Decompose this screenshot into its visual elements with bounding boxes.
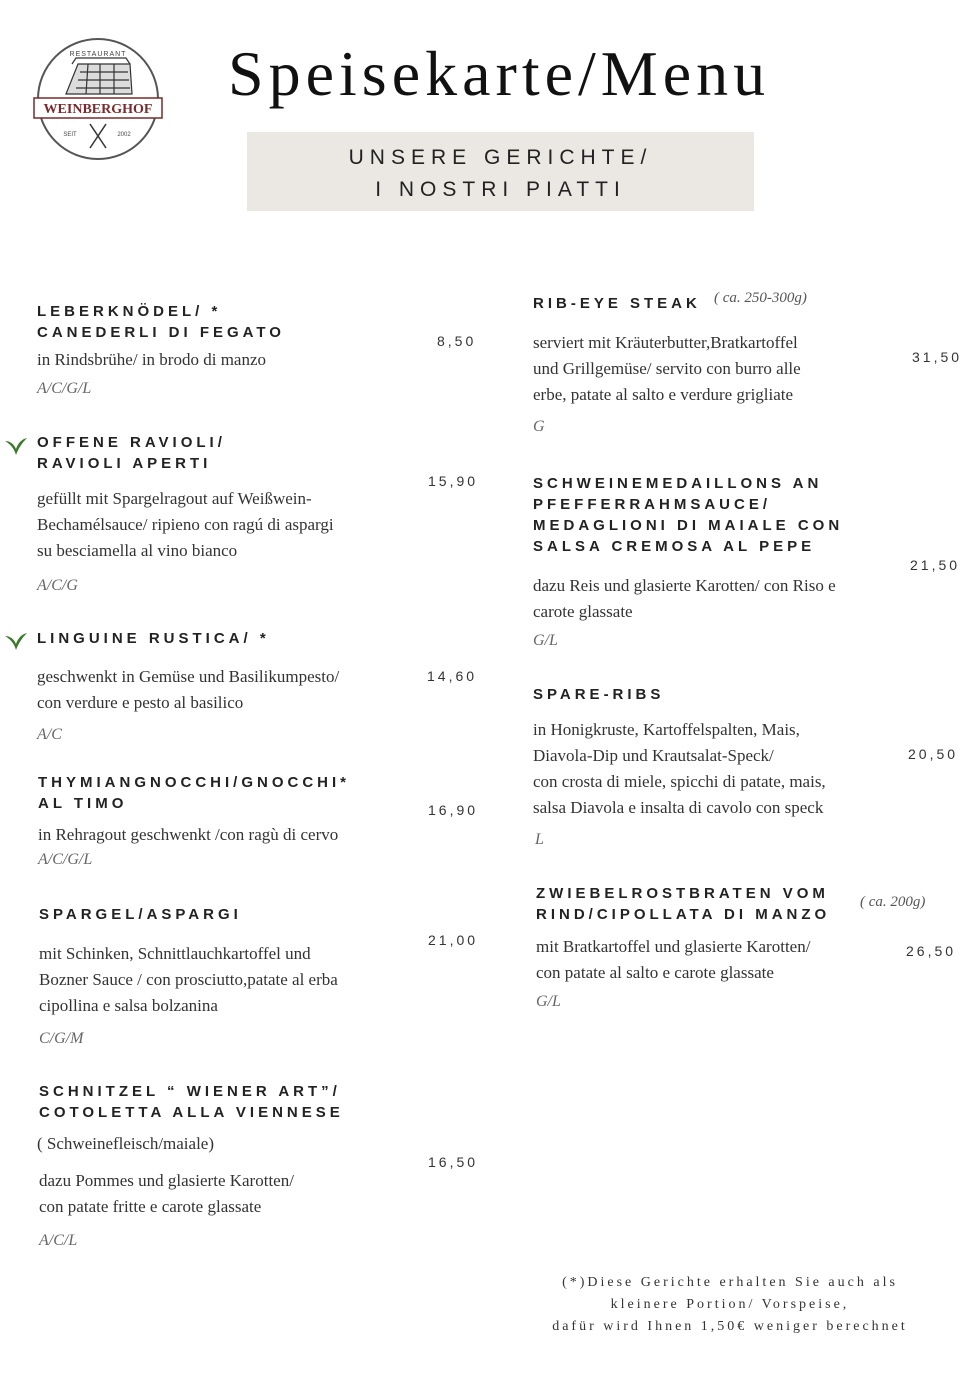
dish-allergens: A/C	[37, 726, 62, 743]
dish-description	[37, 347, 266, 373]
dish-description-line: con verdure e pesto al basilico	[37, 693, 244, 712]
dish-description	[533, 717, 826, 821]
dish-description-line: serviert mit Kräuterbutter,Bratkartoffel	[533, 333, 798, 352]
dish-description-line: con patate fritte e carote glassate	[39, 1197, 262, 1216]
dish-description-line: mit Bratkartoffel und glasierte Karotten/	[536, 937, 811, 956]
dish-title-line: SCHNITZEL “ WIENER ART”/	[39, 1083, 341, 1100]
building-icon	[66, 58, 132, 94]
dish-description-line: Bechamélsauce/ ripieno con ragú di aspargi	[37, 515, 334, 534]
dish-description-line: in Rindsbrühe/ in brodo di manzo	[37, 350, 267, 369]
footnote-line: (*)Diese Gerichte erhalten Sie auch als	[562, 1275, 898, 1290]
dish-title	[37, 628, 270, 649]
dish-price: 14,60	[427, 668, 478, 684]
dish-price: 21,50	[910, 557, 961, 573]
dish-title-line: RIB-EYE STEAK	[533, 295, 701, 312]
logo-emblem	[28, 36, 168, 162]
dish-title-line: CANEDERLI DI FEGATO	[37, 324, 285, 341]
dish-title	[39, 904, 242, 925]
dish-description	[533, 573, 836, 625]
dish-title-line: LEBERKNÖDEL/ *	[37, 303, 222, 320]
dish-title-line: MEDAGLIONI DI MAIALE CON	[533, 517, 844, 534]
dish-description-line: carote glassate	[533, 602, 633, 621]
logo-restaurant-text: RESTAURANT	[69, 51, 127, 58]
page-title: Speisekarte/Menu	[228, 38, 771, 109]
dish-description	[38, 822, 338, 848]
dish-allergens: A/C/G	[37, 577, 78, 594]
dish-title-line: PFEFFERRAHMSAUCE/	[533, 496, 772, 513]
dish-description-line: geschwenkt in Gemüse und Basilikumpesto/	[37, 667, 340, 686]
dish-description	[536, 934, 810, 986]
dish-title-line: RIND/CIPOLLATA DI MANZO	[536, 906, 831, 923]
dish-allergens: G/L	[533, 632, 558, 649]
footnote	[510, 1272, 950, 1338]
dish-title-line: SPARE-RIBS	[533, 686, 665, 703]
dish-description-line: Diavola-Dip und Krautsalat-Speck/	[533, 746, 774, 765]
dish-note-line: ( Schweinefleisch/maiale)	[37, 1134, 215, 1153]
section-heading	[247, 132, 754, 211]
dish-title-line: OFFENE RAVIOLI/	[37, 434, 226, 451]
dish-price: 21,00	[428, 932, 479, 948]
dish-price: 16,50	[428, 1154, 479, 1170]
dish-title-line: LINGUINE RUSTICA/ *	[37, 630, 270, 647]
dish-title-line: SCHWEINEMEDAILLONS AN	[533, 475, 823, 492]
dish-weight: ( ca. 200g)	[860, 894, 926, 910]
dish-description-line: erbe, patate al salto e verdure grigliate	[533, 385, 794, 404]
footnote-line: dafür wird Ihnen 1,50€ weniger berechnet	[552, 1319, 908, 1334]
dish-price: 16,90	[428, 802, 479, 818]
cutlery-icon	[90, 124, 106, 148]
dish-title	[533, 293, 701, 314]
logo-seit-text: SEIT	[63, 132, 77, 138]
dish-allergens: A/C/L	[39, 1232, 78, 1249]
dish-description-line: con crosta di miele, spicchi di patate, mais,	[533, 772, 826, 791]
dish-allergens: A/C/G/L	[38, 851, 93, 868]
dish-title-line: THYMIANGNOCCHI/GNOCCHI*	[38, 774, 350, 791]
dish-description-line: gefüllt mit Spargelragout auf Weißwein-	[37, 489, 312, 508]
dish-weight: ( ca. 250-300g)	[714, 290, 807, 306]
logo-name-text: WEINBERGHOF	[43, 102, 153, 117]
dish-description-line: con patate al salto e carote glassate	[536, 963, 774, 982]
dish-title-line: ZWIEBELROSTBRATEN VOM	[536, 885, 829, 902]
dish-title-line: RAVIOLI APERTI	[37, 455, 212, 472]
dish-description-line: mit Schinken, Schnittlauchkartoffel und	[39, 944, 311, 963]
restaurant-logo	[28, 36, 168, 162]
footnote-line: kleinere Portion/ Vorspeise,	[610, 1297, 850, 1312]
dish-title	[536, 883, 830, 925]
dish-description-line: und Grillgemüse/ servito con burro alle	[533, 359, 801, 378]
dish-description-line: cipollina e salsa bolzanina	[39, 996, 218, 1015]
dish-description	[39, 941, 338, 1019]
dish-description-line: dazu Pommes und glasierte Karotten/	[39, 1171, 294, 1190]
dish-description	[37, 486, 334, 564]
dish-allergens: C/G/M	[39, 1030, 84, 1047]
dish-description-line: dazu Reis und glasierte Karotten/ con Riso e	[533, 576, 836, 595]
dish-description-line: su besciamella al vino bianco	[37, 541, 238, 560]
dish-allergens: A/C/G/L	[37, 380, 92, 397]
dish-price: 26,50	[906, 943, 957, 959]
dish-description-line: in Honigkruste, Kartoffelspalten, Mais,	[533, 720, 800, 739]
dish-title-line: AL TIMO	[38, 795, 128, 812]
dish-description	[37, 664, 339, 716]
dish-title-line: SALSA CREMOSA AL PEPE	[533, 538, 816, 555]
dish-description-line: in Rehragout geschwenkt /con ragù di cervo	[38, 825, 339, 844]
leaf-icon	[4, 436, 28, 456]
section-heading-line2: I NOSTRI PIATTI	[375, 178, 626, 201]
dish-allergens: L	[535, 831, 544, 848]
section-heading-line1: UNSERE GERICHTE/	[348, 146, 653, 169]
dish-price: 8,50	[437, 333, 477, 349]
dish-allergens: G/L	[536, 993, 561, 1010]
dish-description	[533, 330, 801, 408]
dish-allergens: G	[533, 418, 545, 435]
dish-price: 20,50	[908, 746, 959, 762]
dish-description-line: salsa Diavola e insalta di cavolo con speck	[533, 798, 824, 817]
dish-title	[38, 772, 350, 814]
dish-note	[37, 1131, 214, 1157]
dish-description-line: Bozner Sauce / con prosciutto,patate al erba	[39, 970, 338, 989]
dish-description	[39, 1168, 294, 1220]
dish-title	[39, 1081, 344, 1123]
logo-year-text: 2002	[117, 132, 131, 138]
dish-price: 15,90	[428, 473, 479, 489]
dish-title-line: COTOLETTA ALLA VIENNESE	[39, 1104, 344, 1121]
dish-title	[533, 684, 664, 705]
leaf-icon	[4, 631, 28, 651]
dish-title-line: SPARGEL/ASPARGI	[39, 906, 242, 923]
dish-title	[37, 432, 226, 474]
dish-title	[533, 473, 843, 557]
dish-price: 31,50	[912, 349, 963, 365]
dish-title	[37, 301, 285, 343]
